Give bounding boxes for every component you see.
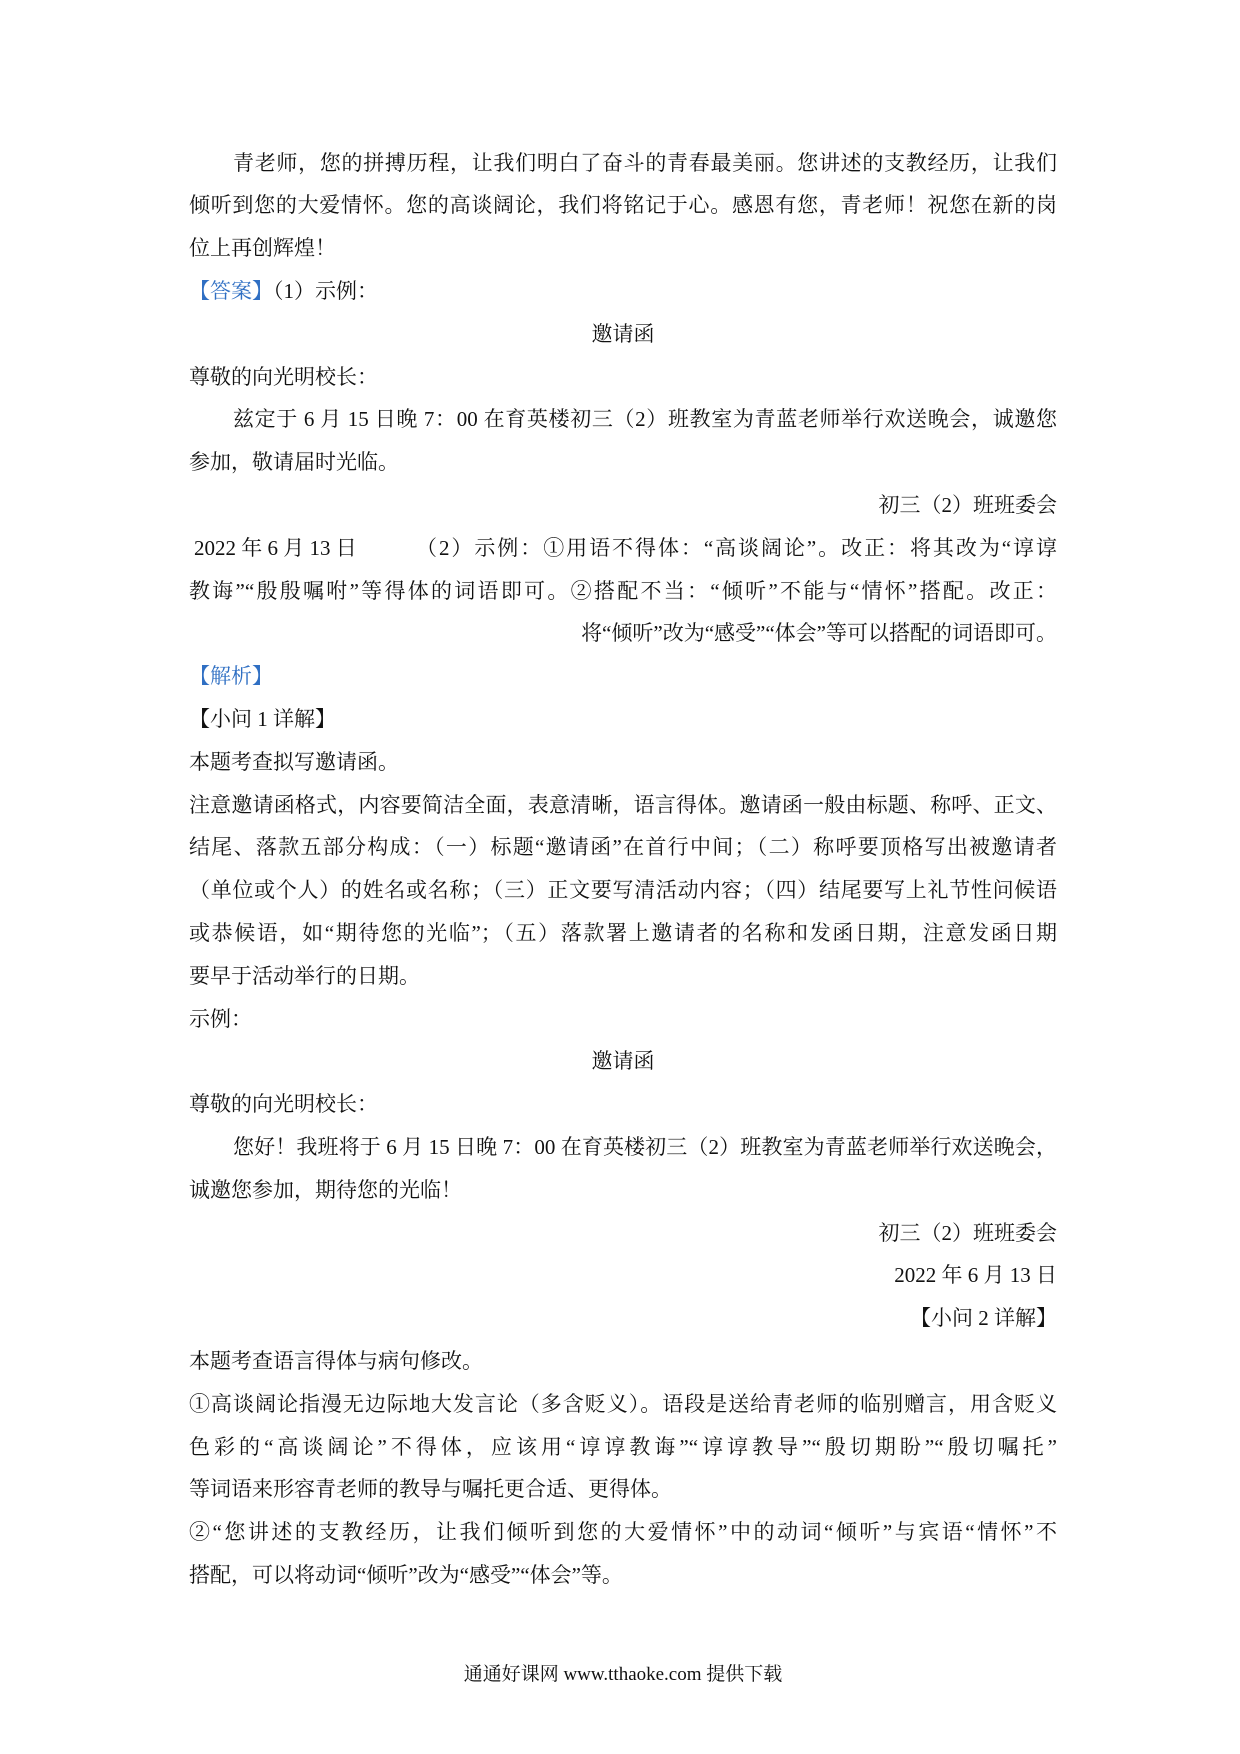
answer-q1-intro: （1）示例：: [273, 278, 378, 303]
answer-heading: [189, 270, 1057, 313]
message-line: 位上再创辉煌！: [189, 236, 336, 261]
q2-point2-line: ②“您讲述的支教经历，让我们倾听到您的大爱情怀”中的动词“倾听”与宾语“情怀”不: [189, 1520, 1057, 1545]
q1-explanation-line: 注意邀请函格式，内容要简洁全面，表意清晰，语言得体。邀请函一般由标题、称呼、正文、: [189, 792, 1057, 817]
q1-explanation-line: 或恭候语，如“期待您的光临”；（五）落款署上邀请者的名称和发函日期，注意发函日期: [189, 920, 1057, 945]
message-line: 青老师，您的拼搏历程，让我们明白了奋斗的青春最美丽。您讲述的支教经历，让我们: [233, 150, 1057, 175]
q2-point1-line: 等词语来形容青老师的教导与嘱托更合适、更得体。: [189, 1477, 672, 1502]
q2-point2-line: 搭配，可以将动词“倾听”改为“感受”“体会”等。: [189, 1562, 623, 1587]
q2-intro: 本题考查语言得体与病句修改。: [189, 1348, 483, 1373]
answer-q2-line: 将“倾听”改为“感受”“体会”等可以搭配的词语即可。: [581, 621, 1057, 646]
example-invitation-body-line: 您好！我班将于 6 月 15 日晚 7：00 在育英楼初三（2）班教室为青蓝老师举行欢送晚会，: [233, 1134, 1057, 1159]
answer-date-and-q2-line: [189, 527, 1057, 570]
answer-q2-line: （2）示例：①用语不得体：“高谈阔论”。改正：将其改为“谆谆: [416, 535, 1057, 560]
q2-point1-line: ①高谈阔论指漫无边际地大发言论（多含贬义）。语段是送给青老师的临别赠言，用含贬义: [189, 1391, 1057, 1416]
q2-heading: 【小问 2 详解】: [910, 1306, 1057, 1331]
invitation-signature: 初三（2）班班委会: [878, 492, 1057, 517]
invitation-body-line: 参加，敬请届时光临。: [189, 450, 399, 475]
q1-heading: 【小问 1 详解】: [189, 706, 336, 731]
example-invitation-date: 2022 年 6 月 13 日: [894, 1263, 1057, 1288]
page-footer: 通通好课网 www.tthaoke.com 提供下载: [463, 1664, 783, 1685]
invitation-salutation: 尊敬的向光明校长：: [189, 364, 378, 389]
q1-explanation-line: 结尾、落款五部分构成：（一）标题“邀请函”在首行中间；（二）称呼要顶格写出被邀请者: [189, 835, 1057, 860]
q1-explanation-line: 要早于活动举行的日期。: [189, 963, 420, 988]
invitation-body-line: 兹定于 6 月 15 日晚 7：00 在育英楼初三（2）班教室为青蓝老师举行欢送晚会，诚邀您: [233, 407, 1057, 432]
message-line: 倾听到您的大爱情怀。您的高谈阔论，我们将铭记于心。感恩有您，青老师！祝您在新的岗: [189, 193, 1057, 218]
analysis-label: 【解析】: [189, 664, 273, 689]
example-invitation-signature: 初三（2）班班委会: [878, 1220, 1057, 1245]
q1-example-label: 示例：: [189, 1006, 252, 1031]
q2-point1-line: 色彩的“高谈阔论”不得体，应该用“谆谆教诲”“谆谆教导”“殷切期盼”“殷切嘱托”: [189, 1434, 1057, 1459]
example-invitation-title: 邀请函: [591, 1049, 655, 1074]
answer-label: 【答案】: [189, 278, 273, 303]
example-invitation-body-line: 诚邀您参加，期待您的光临！: [189, 1177, 462, 1202]
document-body: [189, 142, 1057, 1597]
q1-intro: 本题考查拟写邀请函。: [189, 749, 399, 774]
invitation-date: 2022 年 6 月 13 日: [194, 535, 357, 560]
invitation-title: 邀请函: [591, 321, 655, 346]
q1-explanation-line: （单位或个人）的姓名或名称；（三）正文要写清活动内容；（四）结尾要写上礼节性问候语: [189, 878, 1057, 903]
example-invitation-salutation: 尊敬的向光明校长：: [189, 1092, 378, 1117]
answer-q2-line: 教诲”“殷殷嘱咐”等得体的词语即可。②搭配不当：“倾听”不能与“情怀”搭配。改正：: [189, 578, 1057, 603]
